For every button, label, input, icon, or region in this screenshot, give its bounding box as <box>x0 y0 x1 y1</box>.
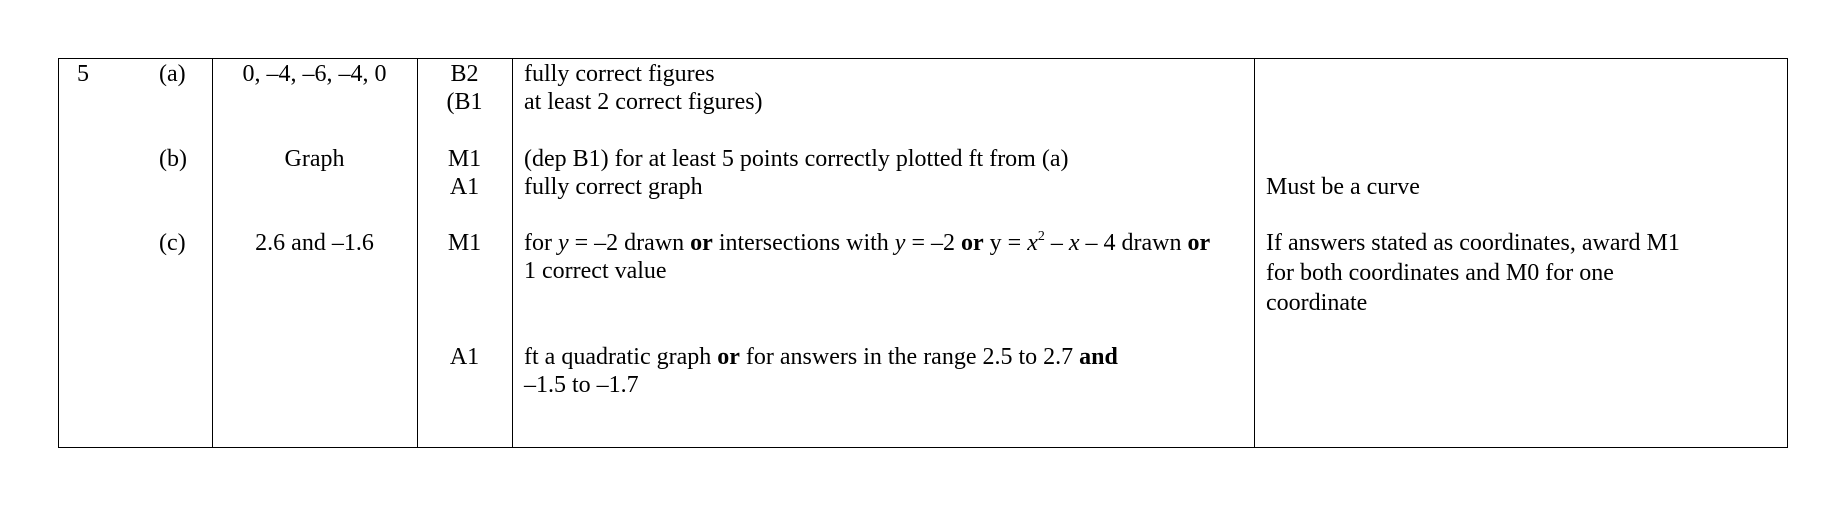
column-divider-guidance <box>1254 59 1255 447</box>
mark-code: A1 <box>449 174 480 200</box>
question-number: 5 <box>77 61 89 87</box>
part-label-a: (a) <box>159 61 186 87</box>
mark-comment: fully correct figures <box>524 61 715 87</box>
mark-comment: fully correct graph <box>524 174 703 200</box>
guidance-c: If answers stated as coordinates, award M1 for both coordinates and M0 for one coordinate <box>1266 230 1680 316</box>
mark-comment-c-m1: for y = –2 drawn or intersections with y = –2 or $y = x^2 - x - 4$ drawn or <box>524 229 1211 256</box>
mark-scheme-table <box>58 58 1788 448</box>
mark-comment-c-a1-cont: –1.5 to –1.7 <box>524 372 639 398</box>
mark-comment-c-a1: ft a quadratic graph or for answers in the range 2.5 to 2.7 and <box>524 344 1118 370</box>
mark-code: (B1 <box>446 89 483 115</box>
part-label-c: (c) <box>159 230 186 256</box>
mark-comment: at least 2 correct figures) <box>524 89 763 115</box>
guidance-b: Must be a curve <box>1266 174 1420 200</box>
mark-code: A1 <box>449 344 480 370</box>
mark-code: M1 <box>447 230 482 256</box>
answer-a: 0, –4, –6, –4, 0 <box>242 61 387 87</box>
column-divider-comment <box>512 59 513 447</box>
mark-code: M1 <box>447 146 482 172</box>
mark-comment-c-m1-cont: 1 correct value <box>524 258 667 284</box>
answer-c: 2.6 and –1.6 <box>255 230 374 256</box>
mark-comment: (dep B1) for at least 5 points correctly plotted ft from (a) <box>524 146 1069 172</box>
answer-b: Graph <box>284 146 345 172</box>
part-label-b: (b) <box>159 146 187 172</box>
mark-code: B2 <box>450 61 479 87</box>
